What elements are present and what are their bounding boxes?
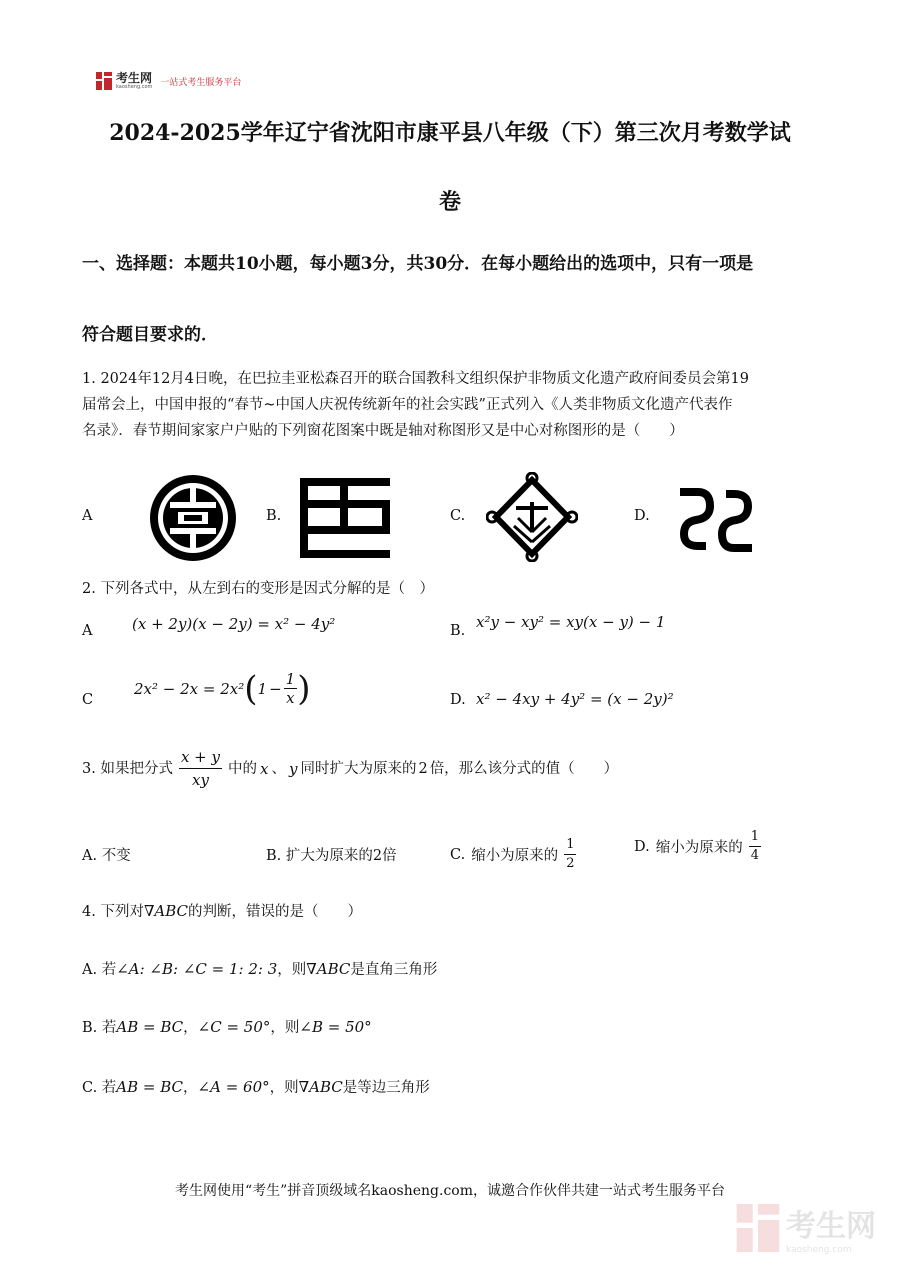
q3-option-b xyxy=(266,844,397,865)
q3-option-c-text: 缩小为原来的 xyxy=(471,848,559,864)
q4-option-b-pre: 若 xyxy=(101,1020,117,1036)
q3-suffix-3: 倍，那么该分式的值（ ） xyxy=(429,760,619,777)
q2-c-one: 1 xyxy=(257,679,268,698)
q4-option-c-triangle: ∇ABC xyxy=(298,1078,343,1096)
q2-option-b-label: B. xyxy=(450,623,466,639)
q2-option-a-label: A xyxy=(82,623,93,639)
q4-triangle: ∇ABC xyxy=(143,902,189,920)
q2-option-b-math: x²y − xy² = xy(x − y) − 1 xyxy=(476,613,666,631)
q1-option-b-label: B. xyxy=(266,508,282,524)
q3-option-c-fraction xyxy=(564,836,576,873)
q3-option-d-den: 4 xyxy=(750,848,759,863)
q3-option-d xyxy=(634,828,761,865)
q4-option-a-triangle: ∇ABC xyxy=(306,960,351,978)
q1-option-a-label: A xyxy=(82,508,93,524)
q4-option-c xyxy=(82,1074,832,1101)
question-1 xyxy=(82,366,832,444)
q1-line3: 名录》．春节期间家家户户贴的下列窗花图案中既是轴对称图形又是中心对称图形的是（ ） xyxy=(82,423,684,439)
q3-option-c-num: 1 xyxy=(564,836,576,855)
page-title-line1: 2024-2025学年辽宁省沈阳市康平县八年级（下）第三次月考数学试 xyxy=(109,120,791,146)
q3-two: 2 xyxy=(418,760,428,777)
q3-fraction-den: xy xyxy=(192,771,209,789)
q4-option-b xyxy=(82,1014,832,1041)
page-footer: 考生网使用“考生”拼音顶级域名kaosheng.com，诚邀合作伙伴共建一站式考生服务平台 xyxy=(174,1183,726,1199)
q3-option-a-label: A. xyxy=(82,848,98,864)
q4-option-b-math3: ∠B = 50° xyxy=(299,1018,372,1036)
q2-option-d-label: D. xyxy=(450,692,466,708)
q2-c-left: 2x² − 2x = 2x² xyxy=(134,679,245,698)
section-heading-line2: 符合题目要求的． xyxy=(82,325,218,345)
q4-option-a xyxy=(82,956,832,983)
q2-c-fraction-num: 1 xyxy=(285,670,296,688)
q4-option-c-mid: ，则 xyxy=(269,1080,299,1096)
q2-option-d-math: x² − 4xy + 4y² = (x − 2y)² xyxy=(476,690,674,708)
q3-fraction-num: x + y xyxy=(179,746,222,769)
watermark xyxy=(736,1201,876,1255)
q2-option-c-label: C xyxy=(82,692,94,708)
logo-text-block xyxy=(116,72,152,90)
question-4 xyxy=(82,898,832,925)
logo-slogan: 一站式考生服务平台 xyxy=(160,77,242,88)
watermark-text: 考生网 xyxy=(786,1209,876,1244)
q3-option-c xyxy=(450,836,576,873)
q1-line2: 届常会上，中国申报的“春节~中国人庆祝传统新年的社会实践”正式列入《人类非物质文化遗产代表作 xyxy=(82,397,733,413)
q3-option-a-text: 不变 xyxy=(101,848,131,864)
q4-option-b-mid: ，则 xyxy=(270,1020,300,1036)
q1-option-c-label: C. xyxy=(450,508,466,524)
q4-option-b-sep: ， xyxy=(183,1020,198,1036)
q4-option-a-post: 是直角三角形 xyxy=(350,962,438,978)
q2-option-a-math: (x + 2y)(x − 2y) = x² − 4y² xyxy=(132,615,336,633)
q2-c-paren-close: ) xyxy=(297,668,311,709)
q3-var-y: y xyxy=(288,759,298,778)
q2-option-c-math xyxy=(134,670,310,707)
kaosheng-logo-icon xyxy=(96,72,112,90)
q3-option-d-label: D. xyxy=(634,838,650,855)
q4-option-c-pre: 若 xyxy=(101,1080,117,1096)
q4-option-c-post: 是等边三角形 xyxy=(342,1080,430,1096)
q3-option-b-label: B. xyxy=(266,848,282,864)
q2-c-fraction xyxy=(284,670,298,707)
q4-option-b-math2: ∠C = 50° xyxy=(197,1018,271,1036)
q2-c-minus: − xyxy=(269,679,282,698)
papercut-a-image xyxy=(148,474,238,562)
header-logo xyxy=(96,72,241,90)
q4-option-a-mid: ，则 xyxy=(277,962,307,978)
q1-option-d-label: D. xyxy=(634,508,650,524)
q3-sep: 、 xyxy=(271,760,286,777)
q3-fraction xyxy=(179,746,222,791)
question-2: 2. 下列各式中，从左到右的变形是因式分解的是（ ） xyxy=(82,581,434,597)
papercut-d-image xyxy=(676,486,756,554)
q1-line1: 1. 2024年12月4日晚，在巴拉圭亚松森召开的联合国教科文组织保护非物质文化遗产政府间委员会第19 xyxy=(82,371,749,387)
q3-var-x: x xyxy=(260,759,269,778)
q3-suffix-1: 中的 xyxy=(228,760,257,777)
q3-option-d-fraction xyxy=(749,828,761,865)
q4-stem-post: 的判断，错误的是（ ） xyxy=(188,904,363,920)
papercut-c-image xyxy=(486,472,578,562)
section-heading-line1: 一、选择题：本题共10小题，每小题3分，共30分．在每小题给出的选项中，只有一项是 xyxy=(82,254,754,274)
q4-stem-pre: 4. 下列对 xyxy=(82,904,144,920)
watermark-text-block xyxy=(786,1201,876,1255)
watermark-logo-icon xyxy=(736,1204,780,1252)
q4-option-b-math1: AB = BC xyxy=(116,1018,184,1036)
q4-option-c-math2: ∠A = 60° xyxy=(197,1078,270,1096)
q4-option-a-math: ∠A: ∠B: ∠C = 1: 2: 3 xyxy=(116,960,278,978)
q4-option-c-label: C. xyxy=(82,1080,98,1096)
q3-option-d-num: 1 xyxy=(749,828,761,847)
watermark-domain: kaosheng.com xyxy=(786,1245,852,1255)
q4-option-a-label: A. xyxy=(82,962,98,978)
logo-domain: kaosheng.com xyxy=(116,84,153,90)
q3-option-a xyxy=(82,844,131,865)
q2-c-fraction-den: x xyxy=(286,689,295,707)
question-3 xyxy=(82,746,832,791)
q2-c-paren-open: ( xyxy=(244,668,258,709)
logo-text: 考生网 xyxy=(116,71,153,85)
q4-option-b-label: B. xyxy=(82,1020,98,1036)
q3-prefix: 3. 如果把分式 xyxy=(82,760,173,777)
q4-option-c-math1: AB = BC xyxy=(116,1078,184,1096)
q3-suffix-2: 同时扩大为原来的 xyxy=(300,760,417,777)
q3-option-d-text: 缩小为原来的 xyxy=(655,840,743,856)
page-title-line2: 卷 xyxy=(438,189,461,215)
q4-option-c-sep: ， xyxy=(183,1080,198,1096)
q3-option-b-text: 扩大为原来的2倍 xyxy=(285,848,397,864)
q3-option-c-den: 2 xyxy=(566,856,575,871)
q3-option-c-label: C. xyxy=(450,846,466,863)
papercut-b-image xyxy=(300,478,390,558)
q4-option-a-pre: 若 xyxy=(101,962,117,978)
